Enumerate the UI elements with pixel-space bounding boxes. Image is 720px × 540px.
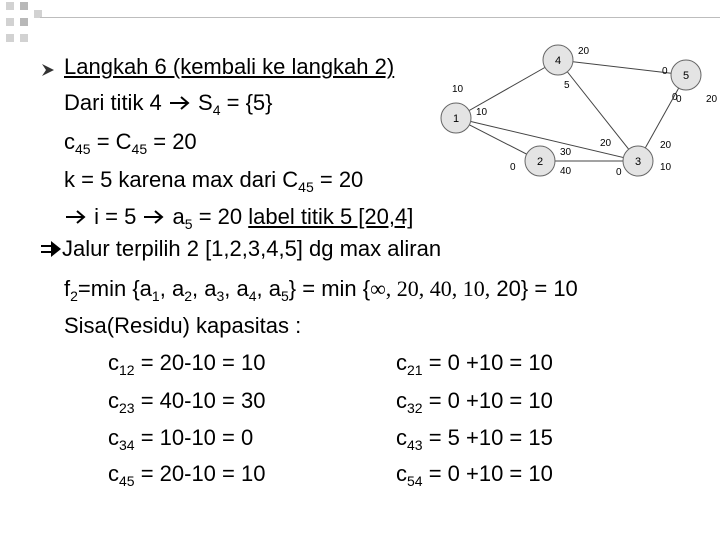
edge-label: 30 [560,147,572,158]
residual-left: $c_{45} = 20-10 = 10$ [108,461,266,489]
edge-label: 0 [662,66,668,77]
edge-label: 0 [510,162,516,173]
node-label: 5 [682,70,690,82]
residual-right: $c_{43} = 5 +10 = 15$ [396,425,553,453]
residual-right: $c_{54} = 0 +10 = 10$ [396,461,553,489]
edge-label: 10 [476,107,488,118]
node-label: 3 [634,156,642,168]
line-k: k = 5 karena max dari $C_{45} = 20$ [64,167,364,195]
decorative-squares [0,0,60,50]
node-label: 4 [554,55,562,67]
graph-edge [558,60,638,161]
edge-label: 20 [660,140,672,151]
graph-edges [456,60,686,161]
edge-label: 0 [616,167,622,178]
node-label: 2 [536,156,544,168]
edge-label: 20 [578,46,590,57]
edge-label: 20 [600,138,612,149]
edge-label: 40 [560,166,572,177]
graph-edge [456,60,558,118]
line-selected-path: Jalur terpilih 2 [1,2,3,4,5] dg max aliran [40,236,441,262]
line-from-node: Dari titik 4 $S_4 = \{5\}$ [64,90,273,118]
header-rule [40,17,720,18]
residual-left: $c_{12} = 20-10 = 10$ [108,350,266,378]
right-arrow-icon [64,209,88,225]
edge-label: 10 [660,162,672,173]
step-heading: Langkah 6 (kembali ke langkah 2) [64,54,395,79]
right-arrow-icon [168,95,192,111]
residual-left: $c_{34} = 10-10 = 0$ [108,425,254,453]
right-double-arrow-icon [40,240,62,258]
edge-label: 20 [706,94,718,105]
edge-label: 0 [676,94,682,105]
line-capacity: $c_{45} = C_{45} = 20$ [64,129,197,157]
line-residual-heading: Sisa(Residu) kapasitas : [64,313,302,338]
right-arrow-icon [142,209,166,225]
residual-left: $c_{23} = 40-10 = 30$ [108,388,266,416]
node-label: 1 [452,113,460,125]
edge-label: 0 [672,92,678,103]
line-flow-min: $f_2=\min$ {$a_1$, $a_2$, $a_3$, $a_4$, $a_5\} = \min$ {∞, 20, 40, 10, 20} = 10 [64,276,578,304]
edge-label: 5 [564,80,570,91]
residual-right: $c_{32} = 0 +10 = 10$ [396,388,553,416]
network-graph [440,38,720,188]
edge-label: 10 [452,84,464,95]
arrowhead-bullet-icon [40,62,56,78]
residual-right: $c_{21} = 0 +10 = 10$ [396,350,553,378]
line-label: i = 5 $a_5 = 20$ label titik 5 [20,4] [64,204,413,230]
